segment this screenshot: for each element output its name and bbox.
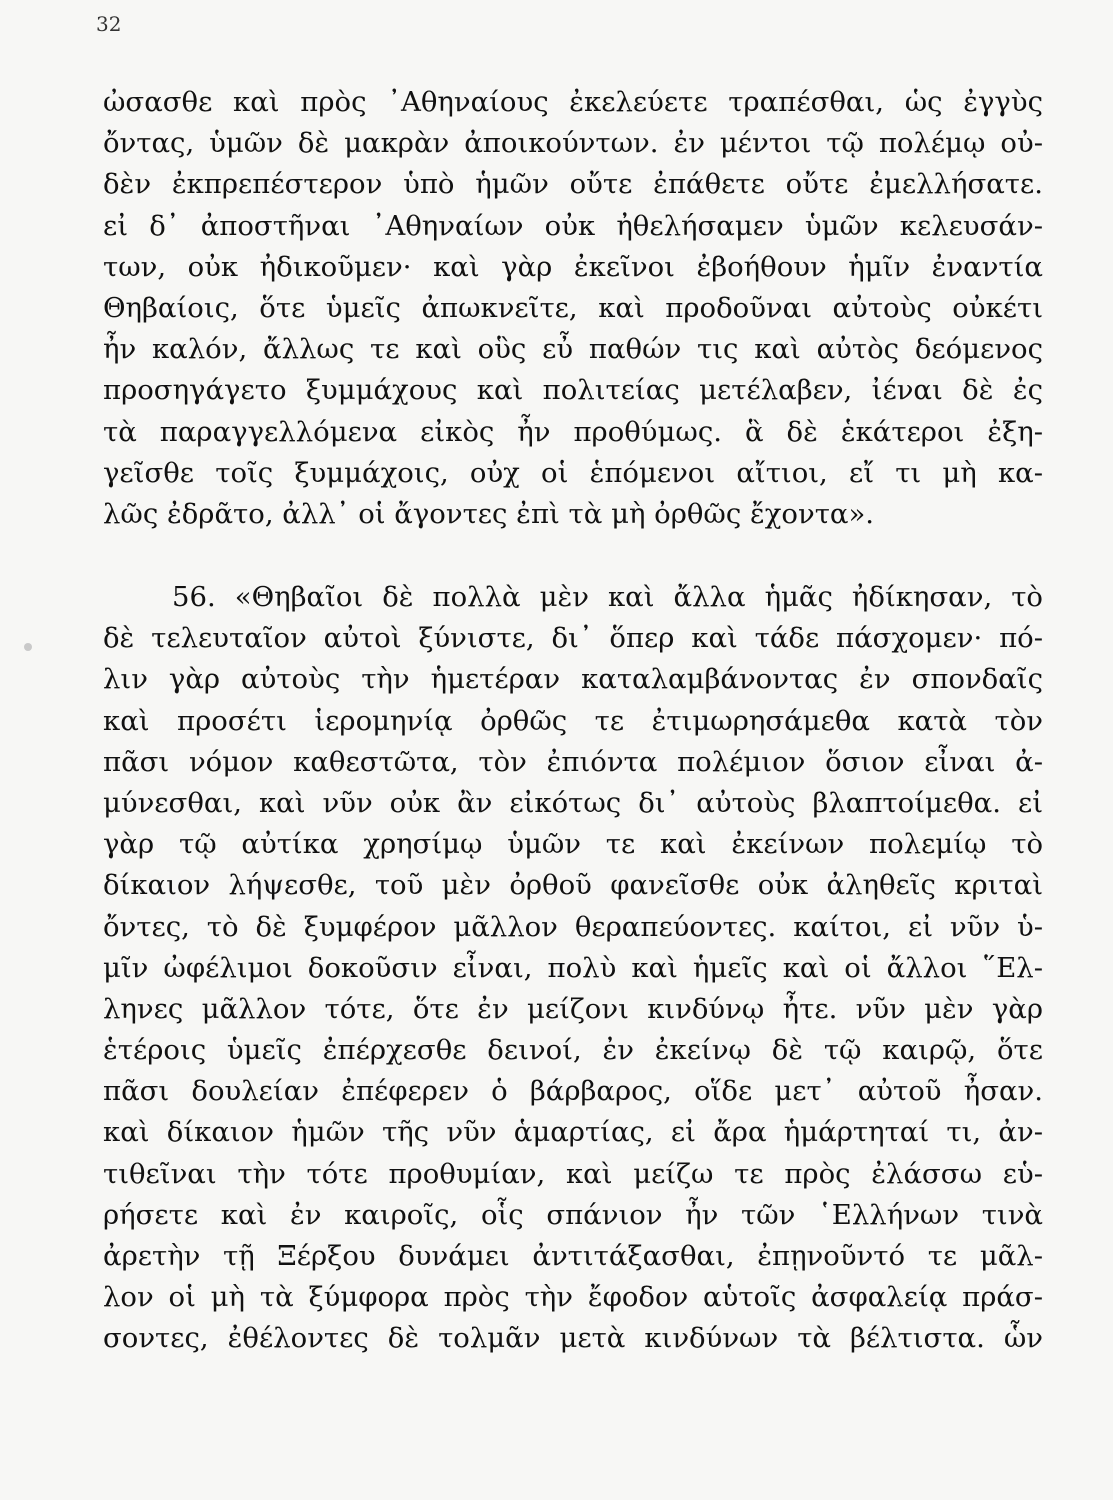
text-line: δίκαιον λήψεσθε, τοῦ μὲν ὀρθοῦ φανεῖσθε οὐκ ἀληθεῖς κριταὶ	[103, 869, 1043, 902]
text-line: μύνεσθαι, καὶ νῦν οὐκ ἂν εἰκότως δι᾿ αὐτοὺς βλαπτοίμεθα. εἰ	[103, 786, 1043, 819]
text-line: τὰ παραγγελλόμενα εἰκὸς ἦν προθύμως. ἃ δὲ ἑκάτεροι ἐξη-	[103, 415, 1043, 448]
text-line: λιν γὰρ αὐτοὺς τὴν ἡμετέραν καταλαμβάνοντας ἐν σπονδαῖς	[103, 663, 1043, 696]
text-line: ληνες μᾶλλον τότε, ὅτε ἐν μείζονι κινδύνῳ ἦτε. νῦν μὲν γὰρ	[103, 992, 1043, 1025]
text-line: γεῖσθε τοῖς ξυμμάχοις, οὐχ οἱ ἑπόμενοι αἴτιοι, εἴ τι μὴ κα-	[103, 456, 1043, 489]
text-line: ἀρετὴν τῇ Ξέρξου δυνάμει ἀντιτάξασθαι, ἐπῃνοῦντό τε μᾶλ-	[103, 1240, 1043, 1272]
text-line: εἰ δ᾿ ἀποστῆναι ᾿Αθηναίων οὐκ ἠθελήσαμεν ὑμῶν κελευσάν-	[103, 209, 1043, 242]
text-line: ὄντας, ὑμῶν δὲ μακρὰν ἀποικούντων. ἐν μέντοι τῷ πολέμῳ οὐ-	[103, 127, 1043, 160]
text-line: μῖν ὠφέλιμοι δοκοῦσιν εἶναι, πολὺ καὶ ἡμεῖς καὶ οἱ ἄλλοι ῞Ελ-	[103, 951, 1043, 984]
text-line: των, οὐκ ἠδικοῦμεν· καὶ γὰρ ἐκεῖνοι ἐβοήθουν ἡμῖν ἐναντία	[103, 250, 1043, 283]
text-line: Θηβαίοις, ὅτε ὑμεῖς ἀπωκνεῖτε, καὶ προδοῦναι αὐτοὺς οὐκέτι	[103, 291, 1043, 324]
text-line: πᾶσι δουλείαν ἐπέφερεν ὁ βάρβαρος, οἵδε μετ᾿ αὐτοῦ ἦσαν.	[103, 1075, 1043, 1108]
text-line: ὠσασθε καὶ πρὸς ᾿Αθηναίους ἐκελεύετε τραπέσθαι, ὡς ἐγγὺς	[103, 86, 1043, 118]
paragraph-56	[103, 577, 1043, 1360]
text-line: γὰρ τῷ αὐτίκα χρησίμῳ ὑμῶν τε καὶ ἐκείνων πολεμίῳ τὸ	[103, 828, 1043, 861]
text-line: πᾶσι νόμον καθεστῶτα, τὸν ἐπιόντα πολέμιον ὅσιον εἶναι ἀ-	[103, 745, 1043, 778]
section-heading-line: 56. «Θηβαῖοι δὲ πολλὰ μὲν καὶ ἄλλα ἡμᾶς ἠδίκησαν, τὸ	[172, 581, 1043, 613]
text-line: ἦν καλόν, ἄλλως τε καὶ οὓς εὖ παθών τις καὶ αὐτὸς δεόμενος	[103, 333, 1043, 366]
page-number: 32	[96, 12, 122, 36]
scan-mark	[24, 643, 32, 651]
text-line: ρήσετε καὶ ἐν καιροῖς, οἷς σπάνιον ἦν τῶν ῾Ελλήνων τινὰ	[103, 1198, 1043, 1231]
text-line: λον οἱ μὴ τὰ ξύμφορα πρὸς τὴν ἔφοδον αὑτοῖς ἀσφαλείᾳ πράσ-	[103, 1281, 1043, 1314]
text-line: καὶ προσέτι ἱερομηνίᾳ ὀρθῶς τε ἐτιμωρησάμεθα κατὰ τὸν	[103, 704, 1043, 737]
text-line: προσηγάγετο ξυμμάχους καὶ πολιτείας μετέλαβεν, ἰέναι δὲ ἐς	[103, 374, 1043, 407]
text-line: τιθεῖναι τὴν τότε προθυμίαν, καὶ μείζω τε πρὸς ἐλάσσω εὑ-	[103, 1157, 1043, 1190]
text-line: καὶ δίκαιον ἡμῶν τῆς νῦν ἁμαρτίας, εἰ ἄρα ἡμάρτηταί τι, ἀν-	[103, 1116, 1043, 1149]
text-line: ἑτέροις ὑμεῖς ἐπέρχεσθε δεινοί, ἐν ἐκείνῳ δὲ τῷ καιρῷ, ὅτε	[103, 1034, 1043, 1067]
text-line: ὄντες, τὸ δὲ ξυμφέρον μᾶλλον θεραπεύοντες. καίτοι, εἰ νῦν ὑ-	[103, 910, 1043, 943]
paragraph-55-continuation	[103, 82, 1043, 535]
text-line: δὲ τελευταῖον αὐτοὶ ξύνιστε, δι᾿ ὅπερ καὶ τάδε πάσχομεν· πό-	[103, 622, 1043, 655]
text-line: δὲν ἐκπρεπέστερον ὑπὸ ἡμῶν οὔτε ἐπάθετε οὔτε ἐμελλήσατε.	[103, 168, 1043, 201]
text-line: λῶς ἐδρᾶτο, ἀλλ᾿ οἱ ἄγοντες ἐπὶ τὰ μὴ ὀρθῶς ἔχοντα».	[103, 497, 875, 530]
text-line: σοντες, ἐθέλοντες δὲ τολμᾶν μετὰ κινδύνων τὰ βέλτιστα. ὧν	[103, 1322, 1043, 1355]
